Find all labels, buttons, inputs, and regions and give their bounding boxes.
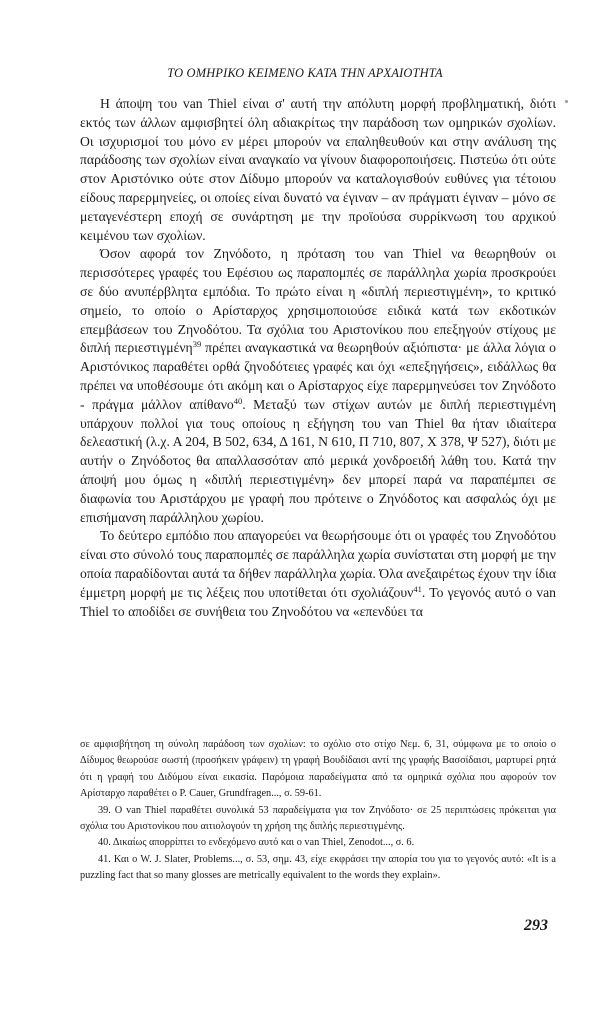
paragraph-2-text-c: . Μεταξύ των στίχων αυτών με διπλή περιεστιγμένη υπάρχουν πολλοί για τους οποίους η εξήγηση του van Thiel θα ήταν ιδιαίτερα δελεαστική (λ.χ. Α 204, Β 502, 634, Δ 161, Ν 610, Π 710, 807, Χ 378, Ψ 527), διότι με αυτήν ο Ζηνόδοτος θα απαλλασσόταν από μερικά χονδροειδή λάθη του. Κατά την άποψή μου όμως η «διπλή περιεστιγμένη» δεν μπορεί παρά να παραπέμπει σε διαφωνία του Αριστάρχου με γραφή που πρότεινε ο Ζηνόδοτος και ασφαλώς όχι με επισήμανση παράλληλου χωρίου. xyxy=(80,396,556,525)
page-number: 293 xyxy=(524,917,548,934)
paragraph-1 xyxy=(80,95,556,245)
footnote-41-text: Και ο W. J. Slater, Problems..., σ. 53, σημ. 43, είχε εκφράσει την απορία του για το γεγονός αυτό: «It is a puzzling fact that so many glosses are metrically equivalent to the words they explain». xyxy=(80,853,556,882)
footnote-ref-41[interactable]: 41 xyxy=(413,583,422,594)
paragraph-2-text-b: πρέπει αναγκαστικά να θεωρηθούν αξιόπιστα· με άλλα λόγια ο Αριστόνικος παραθέτει ορθά ζηνοδότειες γραφές και όχι «επεξηγήσεις», ειδάλλως θα πρέπει να υποθέσουμε ότι ακόμη και ο Αρίσταρχος είχε παρερμηνεύσει τον Ζηνόδοτο - πράγμα μάλλον απίθανο xyxy=(80,340,556,412)
paragraph-3-text-a: Το δεύτερο εμπόδιο που απαγορεύει να θεωρήσουμε ότι οι γραφές του Ζηνοδότου είναι στο σύνολό τους παραπομπές σε παράλληλα χωρία συνίσταται στη μορφή με την οποία παραδίδονται αυτά τα δήθεν παράλληλα χωρία. Όλα ανεξαιρέτως έχουν την ίδια έμμετρη μορφή με τις λέξεις που υποτίθεται ότι σχολιάζουν xyxy=(80,528,556,600)
footnote-continuation-text: σε αμφισβήτηση τη σύνολη παράδοση των σχολίων: το σχόλιο στο στίχο Νεμ. 6, 31, σύμφωνα με το οποίο ο Δίδυμος θεωρούσε σωστή (προσήκειν γράφειν) τη γραφή Βουδίδαισι αντί της γραφής Βασσίδαισι, μαρτυρεί ρητά ότι η γραφή του Διδύμου είναι εικασία. Παρόμοια παραδείγματα από τα ομηρικά σχόλια που αφορούν τον Αρίσταρχο παραθέτει ο P. Cauer, Grundfragen..., σ. 59-61. xyxy=(80,739,556,800)
footnote-41-number: 41. xyxy=(98,853,111,865)
paragraph-3-text-b: . Το γεγονός αυτό ο van Thiel το αποδίδει σε συνήθεια του Ζηνοδότου να «επενδύει τα xyxy=(80,584,556,619)
footnote-39-text: Ο van Thiel παραθέτει συνολικά 53 παραδείγματα για τον Ζηνόδοτο· σε 25 περιπτώσεις πρόκειται για σχόλια του Αριστονίκου που αιτιολογούν τη χρήση της διπλής περιεστιγμένης. xyxy=(80,804,557,833)
footnote-39-number: 39. xyxy=(98,804,111,816)
main-body-text xyxy=(80,95,556,621)
footnote-39 xyxy=(80,803,556,836)
running-header: ΤΟ ΟΜΗΡΙΚΟ ΚΕΙΜΕΝΟ ΚΑΤΑ ΤΗΝ ΑΡΧΑΙΟΤΗΤΑ xyxy=(167,66,443,80)
footnote-40-text: Δικαίως απορρίπτει το ενδεχόμενο αυτό και ο van Thiel, Zenodot..., σ. 6. xyxy=(112,837,415,849)
footnote-ref-40[interactable]: 40 xyxy=(233,395,243,406)
footnote-ref-39[interactable]: 39 xyxy=(192,339,202,350)
footnotes-section xyxy=(80,737,556,885)
footnote-41 xyxy=(80,852,556,885)
footnote-40-number: 40. xyxy=(98,837,111,849)
scan-speck xyxy=(565,100,568,103)
paragraph-1-text: Η άποψη του van Thiel είναι σ' αυτή την απόλυτη μορφή προβληματική, διότι εκτός των άλλων αμφισβητεί όλη αδιακρίτως την παράδοση των ομηρικών σχολίων. Οι ισχυρισμοί του μόνο εν μέρει μπορούν να επαληθευθούν και στην ανάλυση της παράδοσης των σχολίων είναι αναγκαίο να γίνουν διαφοροποιήσεις. Πιστεύω ότι ούτε στον Αριστόνικο ούτε στον Δίδυμο μπορούν να καταλογισθούν ευθύνες για τέτοιου είδους παρερμηνείες, οι οποίες είναι δυνατό να έγιναν – αν πράγματι έγιναν – μόνο σε μεταγενέστερη εποχή σε συνάρτηση με την προϊούσα συρρίκνωση του αρχικού κειμένου των σχολίων. xyxy=(80,96,556,243)
paragraph-2-text-a: Όσον αφορά τον Ζηνόδοτο, η πρόταση του van Thiel να θεωρηθούν οι περισσότερες γραφές του Εφέσιου ως παραπομπές σε παράλληλα χωρία προσκρούει σε δύο ανυπέρβλητα εμπόδια. Το πρώτο είναι η «διπλή περιεστιγμένη», το κριτικό σημείο, το οποίο ο Αρίσταρχος χρησιμοποιούσε ειδικά κατά των εκδοτικών επεμβάσεων του Ζηνοδότου. Τα σχόλια του Αριστονίκου που επεξηγούν στίχους με διπλή περιεστιγμένη xyxy=(80,246,556,356)
paragraph-3 xyxy=(80,527,556,621)
footnote-continuation xyxy=(80,737,556,803)
footnote-40 xyxy=(80,835,556,851)
paragraph-2 xyxy=(80,245,556,527)
